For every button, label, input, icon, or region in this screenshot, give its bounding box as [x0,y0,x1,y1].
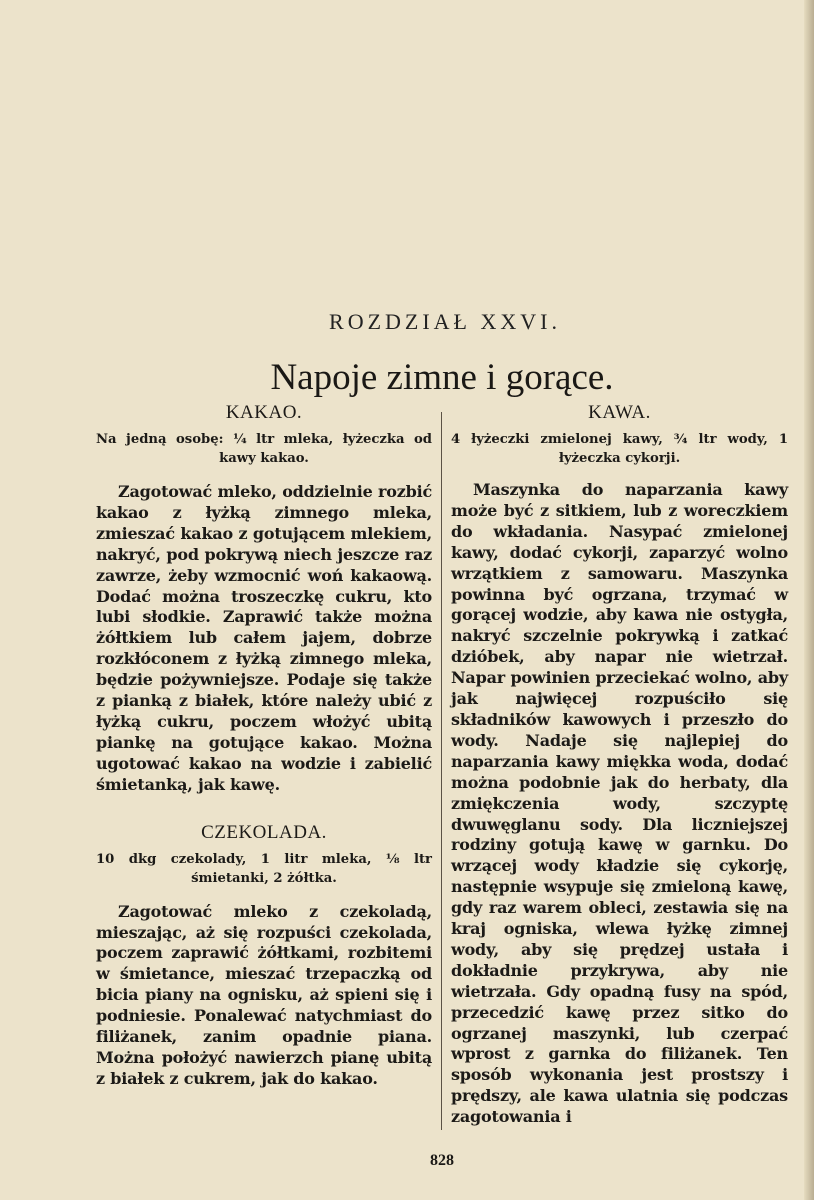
chapter-heading: ROZDZIAŁ XXVI. [329,309,561,334]
page-title: Napoje zimne i gorące. [270,357,614,398]
kawa-text: Maszynka do naparzania kawy może być z sitkiem, lub z woreczkiem do wkładania. Nasypać zmielonej kawy, dodać cykorji, zaparzyć wolno wrzątkiem z samowaru. Maszynka powinna być ogrzana, trzymać w gorącej wodzie, aby kawa nie ostygła, nakryć szczelnie pokrywką i zatkać dzióbek, aby napar nie wietrzał. Napar powinien przeciekać wolno, aby jak najwięcej rozpuściło się składników kawowych i przeszło do wody. Nadaje się najlepiej do naparzania kawy miękka woda, dodać można podobnie jak do herbaty, dla zmiękczenia wody, szczyptę dwuwęglanu sody. Dla liczniejszej rodziny gotują kawę w garnku. Do wrzącej wody kładzie się cykorję, następnie wsypuje się zmieloną kawę, gdy raz warem obleci, zestawia się na kraj ogniska, wlewa łyżkę zimnej wody, aby się prędzej ustała i dokładnie przykrywa, aby nie wietrzała. Gdy opadną fusy na spód, przecedzić kawę przez sitko do ogrzanej maszynki, lub czerpać wprost z garnka do filiżanek. Ten sposób wykonania jest prostszy i prędszy, ale kawa ulatnia się podczas zagotowania i [451,480,788,1127]
section-title-czekolada: CZEKOLADA. [201,821,327,843]
page-number: 828 [430,1152,454,1169]
czekolada-text: Zagotować mleko z czekoladą, mieszając, aż się rozpuści czekolada, poczem zaprawić żółtkami, rozbitemi w śmietance, mieszać trzepaczką od bicia piany na ognisku, aż spieni się i podniesie. Ponalewać natychmiast do filiżanek, zanim opadnie piana. Można położyć nawierzch pianę ubitą z białek z cukrem, jak do kakao. [96,901,432,1088]
czekolada-ingredients: 10 dkg czekolady, 1 litr mleka, ⅛ ltr śmietanki, 2 żółtka. [96,851,432,886]
kawa-ingredients: 4 łyżeczki zmielonej kawy, ¾ ltr wody, 1 łyżeczka cykorji. [451,432,788,466]
column-divider [441,412,442,1130]
right-column [451,402,788,1128]
section-title-kakao: KAKAO. [225,402,303,423]
section-title-kawa: KAWA. [588,402,651,423]
left-column [96,402,432,1090]
kakao-ingredients: Na jedną osobę: ¼ ltr mleka, łyżeczka od kawy kakao. [96,432,432,466]
kakao-text: Zagotować mleko, oddzielnie rozbić kakao z łyżką zimnego mleka, zmieszać kakao z gotującem mlekiem, nakryć, pod pokrywą niech jeszcze raz zawrze, żeby wzmocnić woń kakaową. Dodać można troszeczkę cukru, kto lubi słodkie. Zaprawić także można żółtkiem lub całem jajem, dobrze rozkłóconem z łyżką zimnego mleka, będzie pożywniejsze. Podaje się także z pianką z białek, które należy ubić z łyżką cukru, poczem włożyć ubitą piankę na gotujące kakao. Można ugotować kakao na wodzie i zabielić śmietanką, jak kawę. [96,482,432,794]
page-edge [804,0,814,1200]
